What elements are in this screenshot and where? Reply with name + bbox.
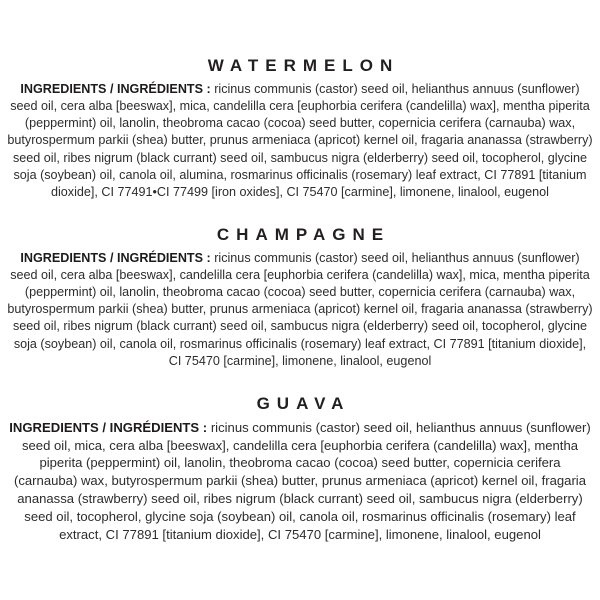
flavor-title-guava: GUAVA xyxy=(256,393,351,413)
ingredients-text: ricinus communis (castor) seed oil, helianthus annuus (sunflower) seed oil, cera alba [beeswax], candelilla cera [euphorbia cerifera (candelilla) wax], mica, mentha piperita (peppermint) oil, lanolin, theobroma cacao (cocoa) seed butter, copernicia cerifera (carnauba) wax, butyrospermum parkii (shea) butter, prunus armeniaca (apricot) kernel oil, fragaria ananassa (strawberry) seed oil, ribes nigrum (black currant) seed oil, sambucus nigra (elderberry) seed oil, tocopherol, glycine soja (soybean) oil, canola oil, rosmarinus officinalis (rosemary) leaf extract, CI 77891 [titanium dioxide], CI 75470 [carmine], limonene, linalool, eugenol xyxy=(7,250,593,368)
section-watermelon xyxy=(6,56,594,201)
ingredients-paragraph xyxy=(6,419,594,544)
ingredients-paragraph xyxy=(6,81,594,201)
section-guava xyxy=(6,394,594,544)
section-champagne xyxy=(6,225,594,370)
ingredients-paragraph xyxy=(6,250,594,370)
flavor-title-champagne: CHAMPAGNE xyxy=(216,224,391,244)
ingredients-label: INGREDIENTS / INGRÉDIENTS : xyxy=(9,419,208,435)
ingredients-label: INGREDIENTS / INGRÉDIENTS : xyxy=(20,82,211,96)
flavor-title-watermelon: WATERMELON xyxy=(207,56,400,75)
ingredients-text: ricinus communis (castor) seed oil, helianthus annuus (sunflower) seed oil, cera alba [beeswax], mica, candelilla cera [euphorbia cerifera (candelilla) wax], mentha piperita (peppermint) oil, lanolin, theobroma cacao (cocoa) seed butter, copernicia cerifera (carnauba) wax, butyrospermum parkii (shea) butter, prunus armeniaca (apricot) kernel oil, fragaria ananassa (strawberry) seed oil, ribes nigrum (black currant) seed oil, sambucus nigra (elderberry) seed oil, tocopherol, glycine soja (soybean) oil, canola oil, alumina, rosmarinus officinalis (rosemary) leaf extract, CI 77891 [titanium dioxide], CI 77491•CI 77499 [iron oxides], CI 75470 [carmine], limonene, linalool, eugenol xyxy=(7,82,593,199)
ingredients-label: INGREDIENTS / INGRÉDIENTS : xyxy=(20,250,211,265)
ingredients-text: ricinus communis (castor) seed oil, helianthus annuus (sunflower) seed oil, mica, cera alba [beeswax], candelilla cera [euphorbia cerifera (candelilla) wax], mentha piperita (peppermint) oil, lanolin, theobroma cacao (cocoa) seed butter, copernicia cerifera (carnauba) wax, butyrospermum parkii (shea) butter, prunus armeniaca (apricot) kernel oil, fragaria ananassa (strawberry) seed oil, ribes nigrum (black currant) seed oil, sambucus nigra (elderberry) seed oil, tocopherol, glycine soja (soybean) oil, canola oil, rosmarinus officinalis (rosemary) leaf extract, CI 77891 [titanium dioxide], CI 75470 [carmine], limonene, linalool, eugenol xyxy=(13,419,591,542)
